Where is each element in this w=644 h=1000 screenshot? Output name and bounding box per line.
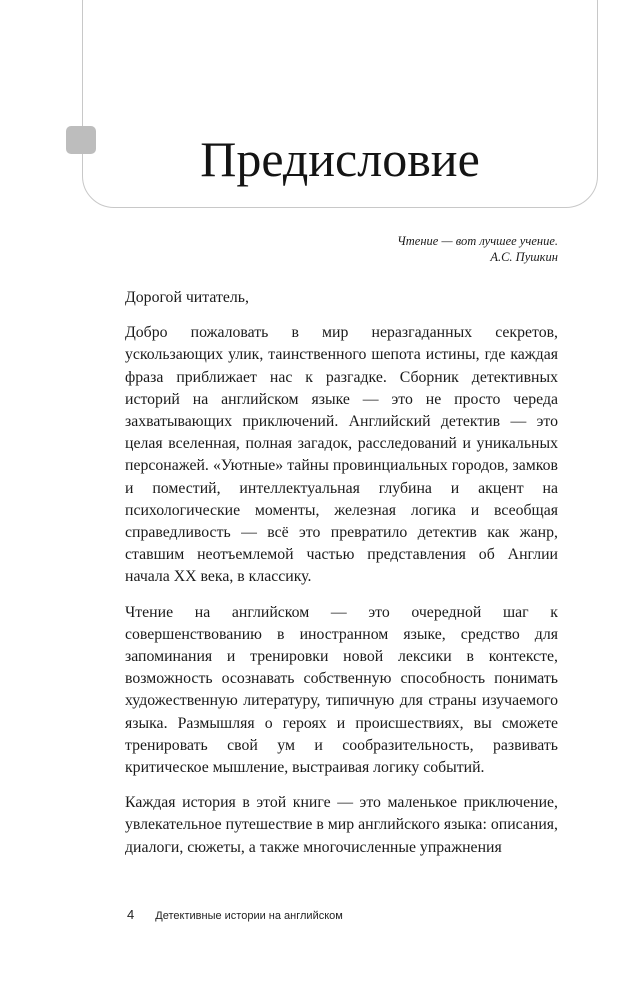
running-title: Детективные истории на английском bbox=[155, 910, 343, 922]
epigraph-author: А.С. Пушкин bbox=[490, 250, 558, 264]
epigraph-quote: Чтение — вот лучшее учение. bbox=[397, 234, 558, 248]
paragraph-3: Каждая история в этой книге — это маленькое приключение, увлекательное путешествие в мир английского языка: описания, диалоги, сюжеты, а также многочисленные упражнения bbox=[125, 794, 558, 856]
paragraph-1: Добро пожаловать в мир неразгаданных секретов, ускользающих улик, таинственного шепота истины, где каждая фраза приближает нас к разгадке. Сборник детективных историй на английском языке — это не просто череда захватывающих приключений. Английский детектив — это целая вселенная, полная загадок, расследований и уникальных персонажей. «Уютные» тайны провинциальных городов, замков и поместий, интеллектуальная глубина и акцент на психологические моменты, железная логика и всеобщая справедливость — всё это превратило детектив как жанр, ставшим неотъемлемой частью представления об Англии начала XX века, в классику. bbox=[125, 324, 558, 586]
body-text bbox=[125, 287, 558, 859]
page-number: 4 bbox=[127, 907, 135, 922]
greeting: Дорогой читатель, bbox=[125, 289, 249, 306]
page-footer bbox=[127, 907, 343, 922]
paragraph-2: Чтение на английском — это очередной шаг к совершенствованию в иностранном языке, средство для запоминания и тренировки новой лексики в контексте, возможность осознавать собственную способность понимать художественную литературу, типичную для страны изучаемого языка. Размышляя о героях и происшествиях, вы сможете тренировать свой ум и сообразительность, развивать критическое мышление, выстраивая логику событий. bbox=[125, 603, 558, 777]
epigraph bbox=[198, 233, 558, 265]
page-title: Предисловие bbox=[200, 131, 480, 187]
